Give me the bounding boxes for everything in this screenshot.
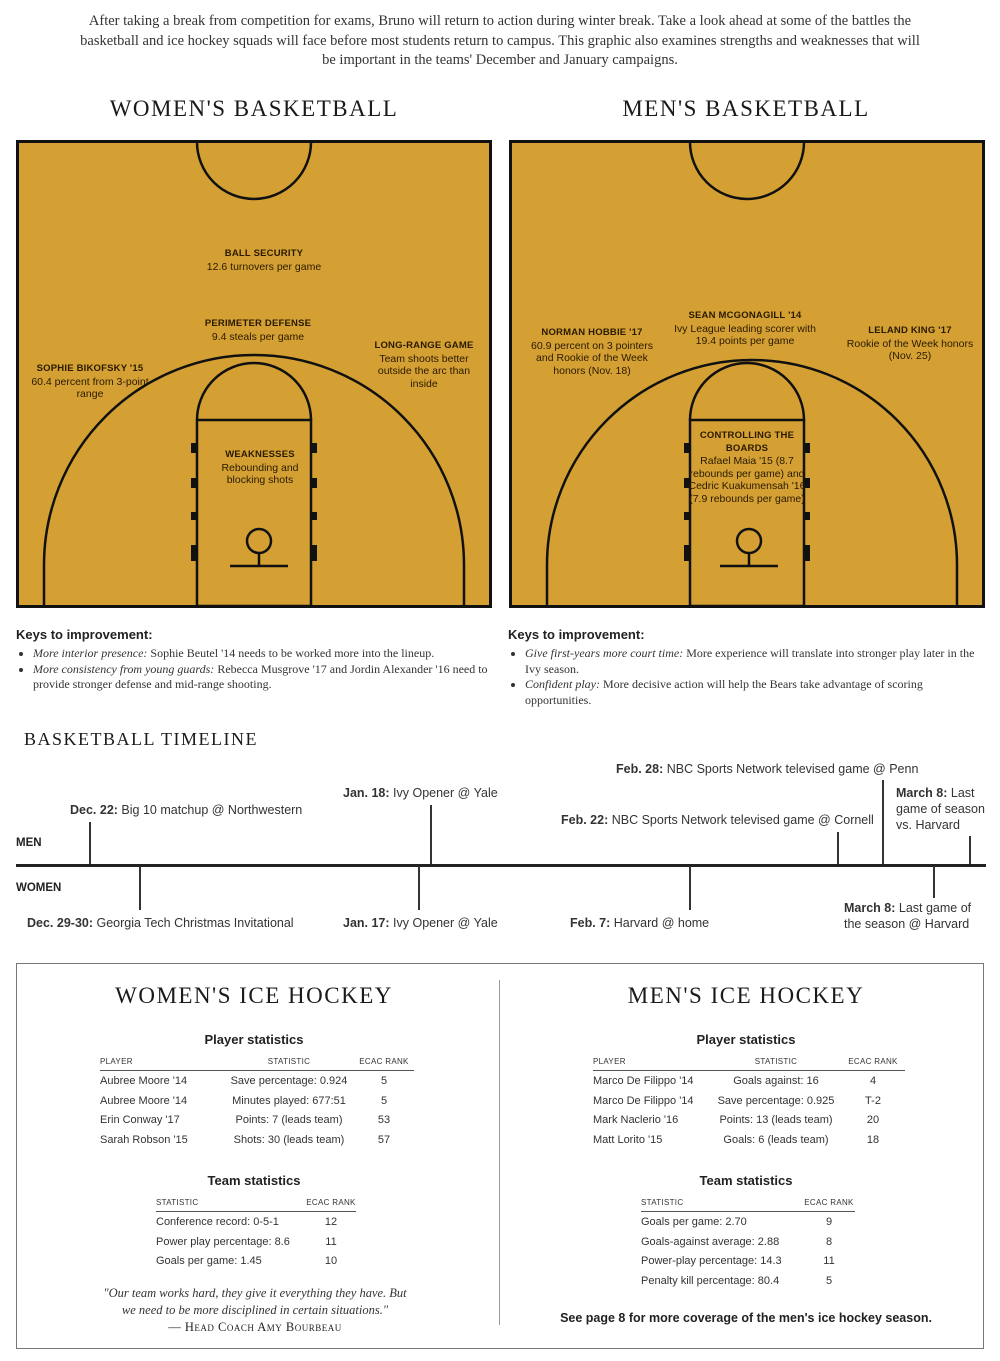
mens-hockey-note: See page 8 for more coverage of the men's ice hockey season. — [560, 1311, 932, 1325]
tick-men-feb22 — [837, 832, 839, 864]
womens-team-stats-title: Team statistics — [207, 1173, 301, 1188]
table-row: Marco De Filippo '14 Goals against: 16 4 — [593, 1074, 877, 1087]
tick-men-jan18 — [430, 805, 432, 864]
tick-men-feb28 — [882, 780, 884, 864]
event-women-jan17: Jan. 17: Ivy Opener @ Yale — [343, 916, 498, 930]
tick-women-dec29 — [139, 866, 141, 910]
event-women-feb7: Feb. 7: Harvard @ home — [570, 916, 710, 930]
col-header: PLAYER — [100, 1057, 224, 1071]
col-header: STATISTIC — [711, 1057, 841, 1071]
womens-hockey-title: WOMEN'S ICE HOCKEY — [115, 983, 393, 1008]
table-row: Conference record: 0-5-1 12 — [156, 1215, 338, 1228]
timeline-axis — [16, 864, 986, 867]
hockey-divider — [499, 980, 500, 1325]
womens-basketball-title: WOMEN'S BASKETBALL — [109, 96, 399, 121]
tick-men-mar8 — [969, 836, 971, 864]
coach-quote: "Our team works hard, they give it everything they have. But we need to be more disciplined in certain situations." — [103, 1286, 407, 1317]
label-controlling-boards: CONTROLLING THE BOARDS Rafael Maia '15 (8.7 rebounds per game) and Cedric Kuakumensah '16 (7.9 rebounds per game) — [688, 430, 806, 505]
event-men-feb22: Feb. 22: NBC Sports Network televised game @ Cornell — [561, 813, 874, 827]
mens-key-item: • Confident play: More decisive action will help the Bears take advantage of scoring opportunities. — [525, 677, 986, 708]
mens-team-stats-table — [641, 1198, 855, 1291]
coach-quote-attribution: — Head Coach Amy Bourbeau — [168, 1320, 342, 1334]
col-header: ECAC RANK — [803, 1198, 855, 1212]
col-header: STATISTIC — [641, 1198, 803, 1212]
col-header: ECAC RANK — [306, 1198, 356, 1212]
event-men-dec22: Dec. 22: Big 10 matchup @ Northwestern — [70, 803, 303, 817]
timeline-title: BASKETBALL TIMELINE — [24, 729, 258, 749]
womens-team-stats-table — [156, 1198, 356, 1271]
mens-basketball-title: MEN'S BASKETBALL — [622, 96, 870, 121]
label-long-range-game: LONG-RANGE GAME Team shoots better outside the arc than inside — [374, 340, 474, 390]
womens-keys — [16, 627, 494, 693]
womens-player-stats-table — [100, 1057, 414, 1150]
womens-keys-title: Keys to improvement: — [16, 627, 153, 642]
col-header: PLAYER — [593, 1057, 711, 1071]
table-row: Mark Naclerio '16 Points: 13 (leads team) 20 — [593, 1114, 880, 1127]
tick-women-feb7 — [689, 866, 691, 910]
table-row: Penalty kill percentage: 80.4 5 — [641, 1275, 833, 1288]
label-sean-mcgonagill: SEAN MCGONAGILL '14 Ivy League leading scorer with 19.4 points per game — [674, 310, 816, 347]
event-men-feb28: Feb. 28: NBC Sports Network televised game @ Penn — [616, 762, 919, 776]
table-row: Goals-against average: 2.88 8 — [641, 1235, 833, 1248]
label-weaknesses: WEAKNESSES Rebounding and blocking shots — [221, 449, 299, 486]
mens-keys — [508, 627, 986, 708]
table-row: Sarah Robson '15 Shots: 30 (leads team) 57 — [100, 1134, 391, 1147]
col-header: ECAC RANK — [841, 1057, 905, 1071]
table-row: Goals per game: 2.70 9 — [641, 1215, 833, 1228]
event-men-jan18: Jan. 18: Ivy Opener @ Yale — [343, 786, 498, 800]
table-row: Power-play percentage: 14.3 11 — [641, 1255, 835, 1268]
table-row: Power play percentage: 8.6 11 — [156, 1235, 337, 1248]
mens-key-item: • Give first-years more court time: More experience will translate into stronger play later in the Ivy season. — [525, 646, 986, 677]
col-header: STATISTIC — [224, 1057, 354, 1071]
label-perimeter-defense: PERIMETER DEFENSE 9.4 steals per game — [204, 318, 312, 343]
tick-women-jan17 — [418, 866, 420, 910]
tick-men-dec22 — [89, 822, 91, 864]
tick-women-mar8 — [933, 866, 935, 898]
event-men-mar8: March 8: Last game of season vs. Harvard — [896, 786, 985, 832]
table-row: Erin Conway '17 Points: 7 (leads team) 53 — [100, 1114, 391, 1127]
col-header: STATISTIC — [156, 1198, 306, 1212]
intro-text: After taking a break from competition for exams, Bruno will return to action during winter break. Take a look ahead at some of the battles the basketball and ice hockey squads will face before most students return to campus. This graphic also examines strengths and weaknesses that will be important in the teams' December and January campaigns. — [80, 13, 920, 68]
label-ball-security: BALL SECURITY 12.6 turnovers per game — [206, 248, 322, 273]
label-leland-king: LELAND KING '17 Rookie of the Week honors (Nov. 25) — [846, 325, 974, 362]
table-row: Aubree Moore '14 Minutes played: 677:51 5 — [100, 1094, 388, 1107]
timeline-women-label: WOMEN — [16, 882, 62, 894]
mens-player-stats-title: Player statistics — [696, 1032, 796, 1047]
col-header: ECAC RANK — [354, 1057, 414, 1071]
timeline-men-label: MEN — [16, 837, 42, 849]
label-sophie-bikofsky: SOPHIE BIKOFSKY '15 60.4 percent from 3-point range — [31, 363, 149, 400]
event-women-mar8: March 8: Last game of the season @ Harvard — [844, 901, 972, 931]
table-row: Marco De Filippo '14 Save percentage: 0.925 T-2 — [593, 1094, 881, 1107]
womens-key-item: • More interior presence: Sophie Beutel '14 needs to be worked more into the lineup. — [33, 646, 494, 662]
mens-hockey-title: MEN'S ICE HOCKEY — [627, 983, 865, 1008]
mens-player-stats-table — [593, 1057, 905, 1150]
mens-keys-title: Keys to improvement: — [508, 627, 645, 642]
table-row: Aubree Moore '14 Save percentage: 0.924 5 — [100, 1074, 388, 1087]
mens-team-stats-title: Team statistics — [699, 1173, 793, 1188]
table-row: Matt Lorito '15 Goals: 6 (leads team) 18 — [593, 1134, 880, 1147]
womens-key-item: • More consistency from young guards: Rebecca Musgrove '17 and Jordin Alexander '16 need to provide stronger defense and mid-range shooting. — [33, 662, 494, 693]
womens-player-stats-title: Player statistics — [204, 1032, 304, 1047]
table-row: Goals per game: 1.45 10 — [156, 1255, 338, 1268]
label-norman-hobbie: NORMAN HOBBIE '17 60.9 percent on 3 pointers and Rookie of the Week honors (Nov. 18) — [530, 327, 653, 377]
event-women-dec29: Dec. 29-30: Georgia Tech Christmas Invitational — [27, 916, 294, 930]
